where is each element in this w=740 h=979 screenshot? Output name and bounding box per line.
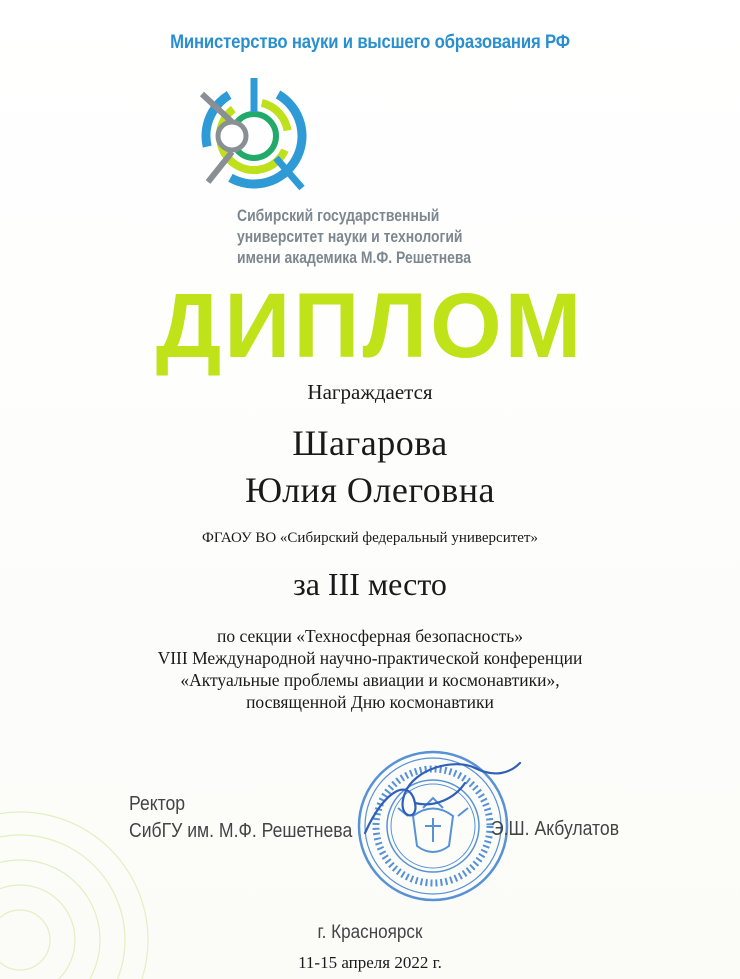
awarded-label: Награждается: [307, 380, 433, 404]
background-pattern: [0, 790, 150, 979]
section-line-4: посвященной Дню космонавтики: [246, 692, 494, 712]
conference-description: [0, 625, 740, 713]
recipient-surname: Шагарова: [292, 423, 448, 463]
ministry-name: Министерство науки и высшего образования РФ: [170, 32, 570, 53]
signatory-name: Э.Ш. Акбулатов: [491, 818, 620, 840]
university-logo-icon: [188, 72, 328, 202]
diploma-title: ДИПЛОМ: [155, 275, 585, 377]
university-line-1: Сибирский государственный: [237, 206, 440, 225]
university-line-3: имени академика М.Ф. Решетнева: [237, 248, 472, 267]
section-line-3: «Актуальные проблемы авиации и космонавтики»,: [180, 670, 560, 690]
recipient-organization: ФГАОУ ВО «Сибирский федеральный университет»: [202, 530, 538, 546]
recipient-given-name: Юлия Олеговна: [245, 470, 495, 510]
signatory-institution: СибГУ им. М.Ф. Решетнева: [129, 820, 353, 842]
university-name: [237, 205, 499, 268]
award-place: за III место: [293, 566, 447, 602]
signatory-role: Ректор: [129, 793, 186, 815]
city-label: г. Красноярск: [317, 922, 423, 943]
section-line-2: VIII Международной научно-практической конференции: [157, 648, 583, 668]
signatory-title: [129, 791, 352, 845]
recipient-name: [0, 420, 740, 514]
section-line-1: по секции «Техносферная безопасность»: [216, 626, 524, 646]
event-date: 11-15 апреля 2022 г.: [298, 953, 442, 972]
university-line-2: университет науки и технологий: [237, 227, 463, 246]
